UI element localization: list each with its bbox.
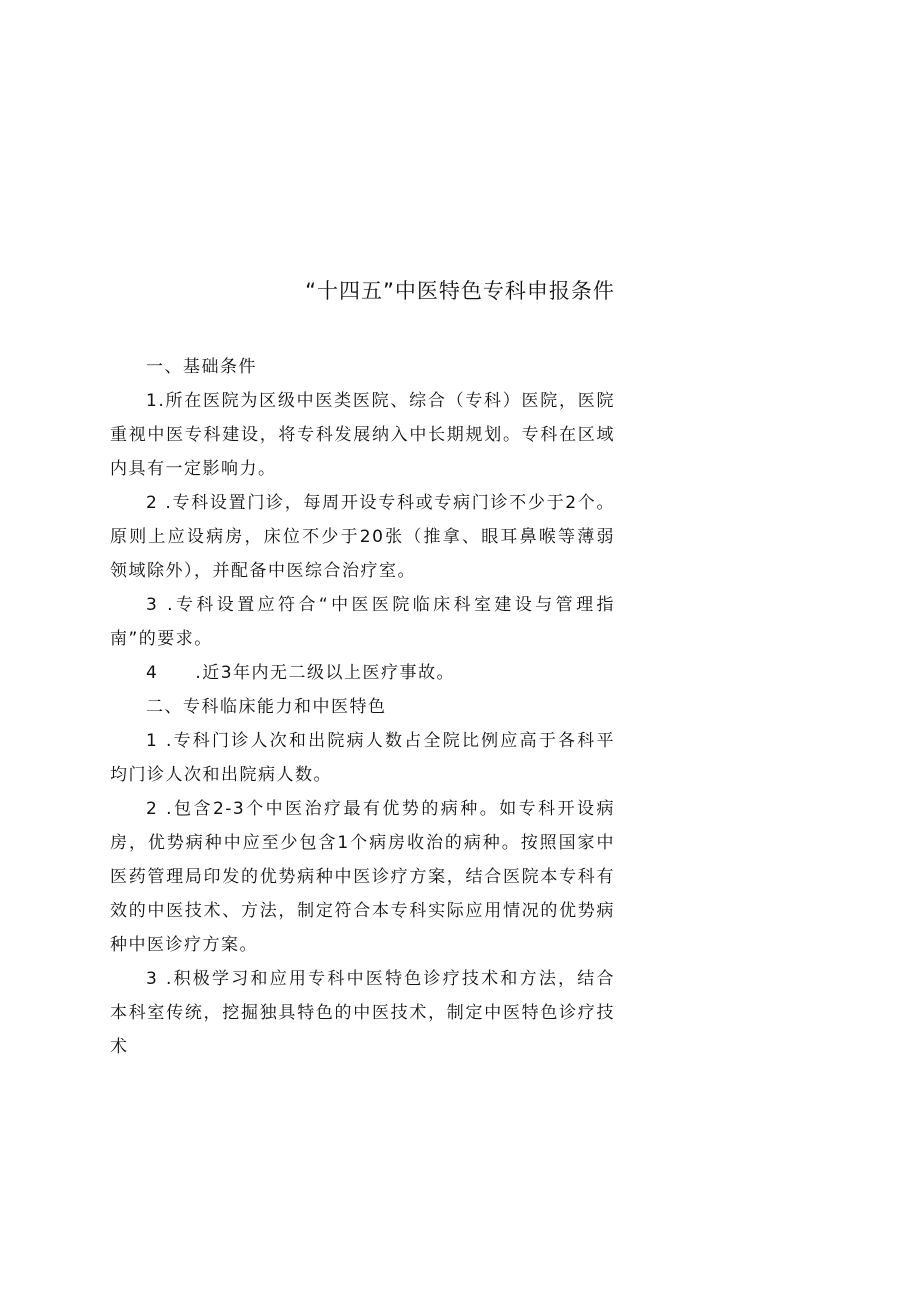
document-title: “十四五”中医特色专科申报条件 (305, 279, 615, 303)
paragraph-basic-4: 4 .近3年内无二级以上医疗事故。 (146, 663, 456, 683)
document-body (110, 350, 615, 1064)
section-heading-basic: 一、基础条件 (146, 357, 257, 377)
paragraph-basic-1: 1.所在医院为区级中医类医院、综合（专科）医院，医院重视中医专科建设，将专科发展纳入中长期规划。专科在区域内具有一定影响力。 (110, 391, 615, 479)
paragraph-basic-2: 2 .专科设置门诊，每周开设专科或专病门诊不少于2个。原则上应设病房，床位不少于20张（推拿、眼耳鼻喉等薄弱领域除外），并配备中医综合治疗室。 (110, 493, 615, 581)
paragraph-basic-3: 3 .专科设置应符合“中医医院临床科室建设与管理指南”的要求。 (110, 595, 615, 649)
paragraph-clinical-2: 2 .包含2-3个中医治疗最有优势的病种。如专科开设病房，优势病种中应至少包含1个病房收治的病种。按照国家中医药管理局印发的优势病种中医诊疗方案，结合医院本专科有效的中医技术、方法，制定符合本专科实际应用情况的优势病种中医诊疗方案。 (110, 799, 615, 955)
section-heading-clinical: 二、专科临床能力和中医特色 (146, 697, 387, 717)
paragraph-clinical-1: 1 .专科门诊人次和出院病人数占全院比例应高于各科平均门诊人次和出院病人数。 (110, 731, 615, 785)
paragraph-clinical-3: 3 .积极学习和应用专科中医特色诊疗技术和方法，结合本科室传统，挖掘独具特色的中医技术，制定中医特色诊疗技术 (110, 969, 615, 1057)
